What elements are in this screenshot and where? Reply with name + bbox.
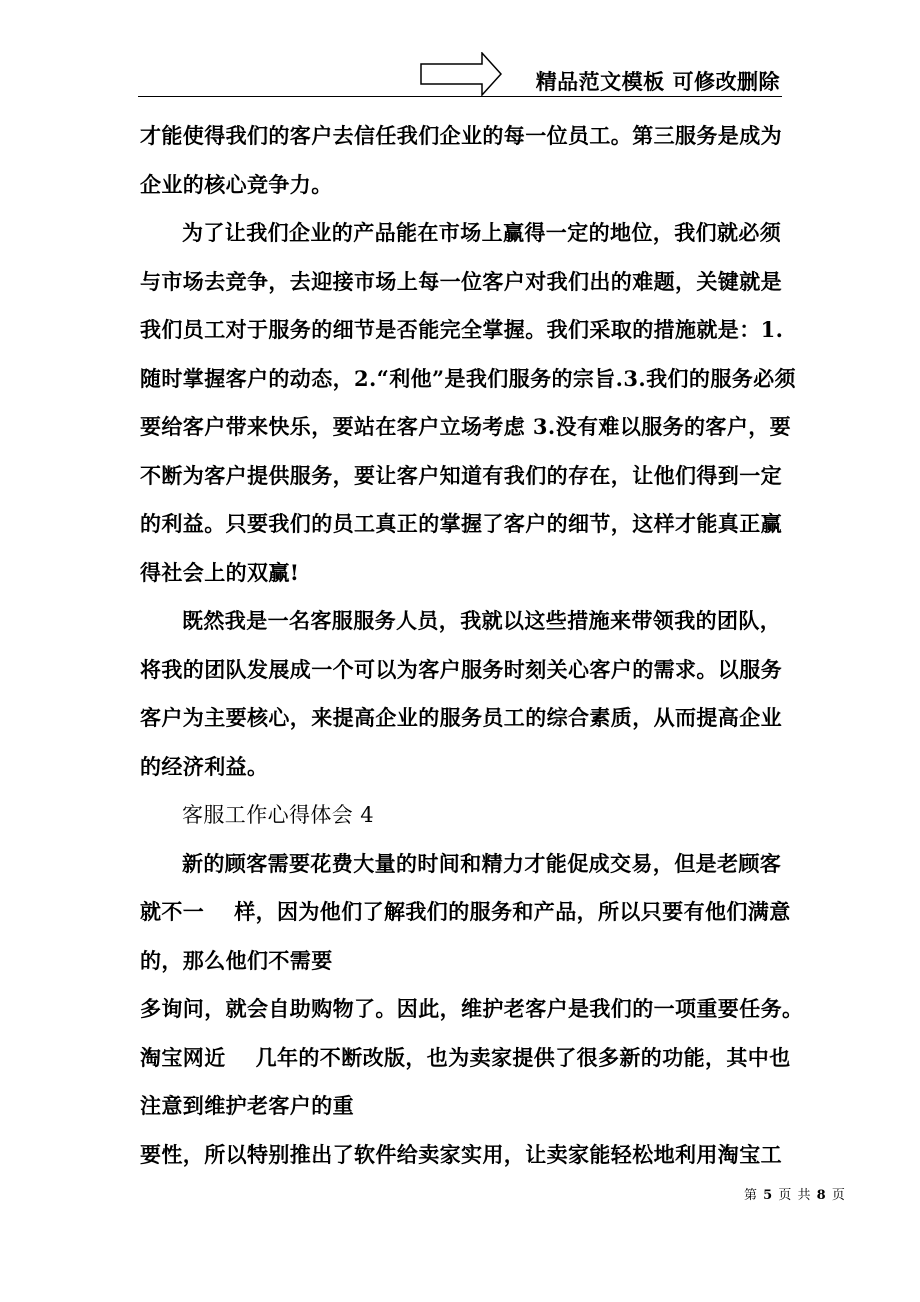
text-line: 的利益。只要我们的员工真正的掌握了客户的细节，这样才能真正赢 — [140, 511, 782, 536]
arrow-right-icon — [420, 52, 502, 96]
text-fragment: 就不一 — [140, 899, 205, 924]
text-line: 客户为主要核心，来提高企业的服务员工的综合素质，从而提高企业 — [140, 705, 782, 730]
text-fragment: 淘宝网近 — [140, 1044, 226, 1070]
text-fragment: 样，因为他们了解我们的服务和产品，所以只要有他们满意 — [234, 899, 791, 924]
paragraph-start: 既然我是一名客服服务人员，我就以这些措施来带领我的团队， — [182, 608, 782, 633]
text-line: 要给客户带来快乐，要站在客户立场考虑 3.没有难以服务的客户，要 — [140, 414, 792, 439]
header-title: 精品范文模板 可修改删除 — [535, 69, 780, 94]
page-label-suffix: 页 — [831, 1188, 846, 1203]
text-line: 随时掌握客户的动态，2.“利他”是我们服务的宗旨.3.我们的服务必须 — [140, 365, 796, 391]
text-line: 多询问，就会自助购物了。因此，维护老客户是我们的一项重要任务。 — [140, 996, 804, 1021]
text-line: 的，那么他们不需要 — [140, 947, 333, 973]
text-line: 得社会上的双赢! — [140, 559, 300, 585]
page-label-prefix: 第 — [744, 1188, 759, 1203]
current-page: 5 — [763, 1188, 774, 1203]
paragraph-start: 为了让我们企业的产品能在市场上赢得一定的地位，我们就必须 — [182, 220, 782, 245]
text-line: 的经济利益。 — [140, 753, 269, 779]
page-number — [744, 1184, 846, 1203]
text-fragment: 几年的不断改版，也为卖家提供了很多新的功能，其中也 — [255, 1044, 791, 1070]
text-line: 我们员工对于服务的细节是否能完全掌握。我们采取的措施就是：1. — [140, 317, 784, 342]
page-header — [138, 50, 782, 97]
text-line — [140, 888, 791, 937]
text-line: 与市场去竞争，去迎接市场上每一位客户对我们出的难题，关键就是 — [140, 268, 782, 294]
text-line: 不断为客户提供服务，要让客户知道有我们的存在，让他们得到一定 — [140, 462, 782, 488]
page-label-middle: 页 共 — [778, 1188, 812, 1203]
text-line: 才能使得我们的客户去信任我们企业的每一位员工。第三服务是成为 — [140, 123, 782, 148]
text-line: 要性，所以特别推出了软件给卖家实用，让卖家能轻松地利用淘宝工 — [140, 1141, 782, 1167]
total-pages: 8 — [816, 1188, 827, 1203]
paragraph-start: 新的顾客需要花费大量的时间和精力才能促成交易，但是老顾客 — [182, 850, 782, 876]
text-line — [140, 1034, 791, 1083]
text-line: 企业的核心竞争力。 — [140, 171, 333, 197]
text-line: 将我的团队发展成一个可以为客户服务时刻关心客户的需求。以服务 — [140, 656, 782, 682]
text-line: 注意到维护老客户的重 — [140, 1093, 354, 1118]
document-body — [140, 112, 804, 1179]
section-heading: 客服工作心得体会 4 — [182, 803, 375, 827]
